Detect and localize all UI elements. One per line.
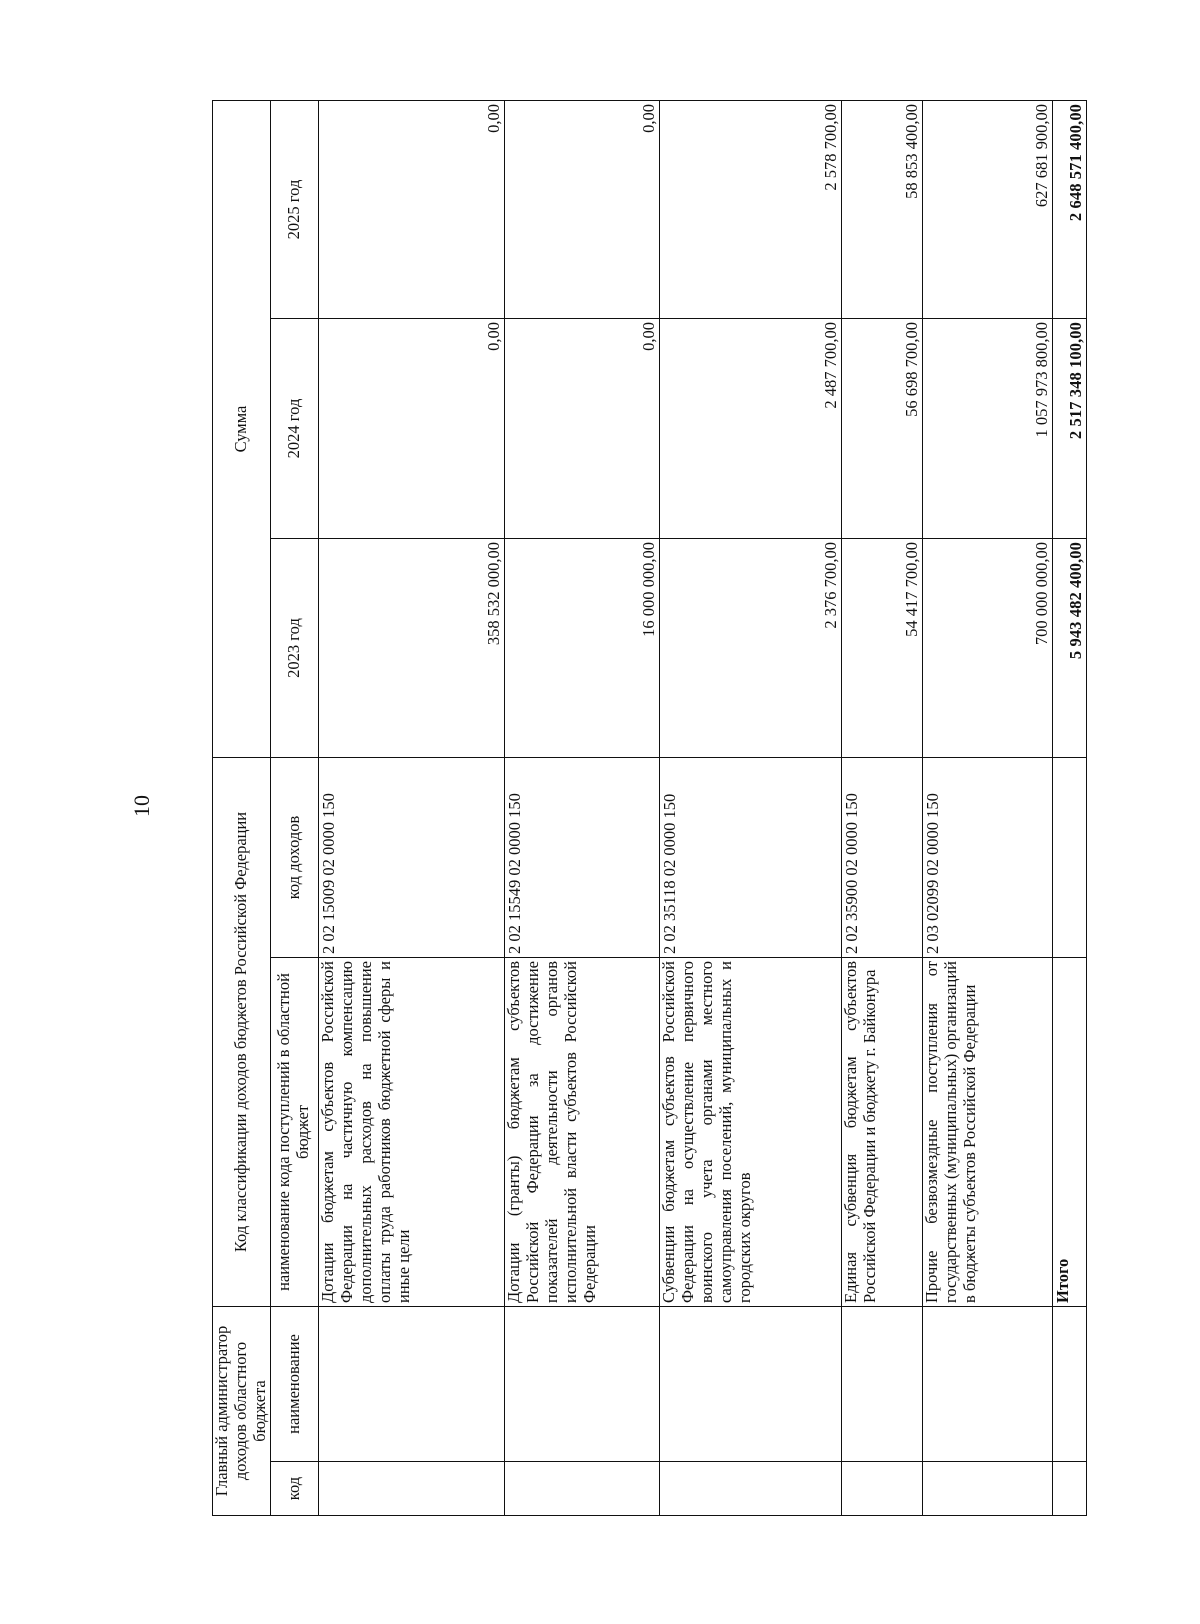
total-label: Итого — [1052, 958, 1086, 1307]
rotated-table-container — [212, 101, 1085, 1516]
cell-admin-code — [1052, 1462, 1086, 1516]
cell-2025: 627 681 900,00 — [922, 100, 1052, 318]
cell-income-code: 2 02 15009 02 0000 150 — [318, 757, 504, 957]
total-2025: 2 648 571 400,00 — [1052, 100, 1086, 318]
table-row — [318, 100, 504, 1515]
header-classification-group: Код классификации доходов бюджетов Российской Федерации — [213, 757, 271, 1306]
cell-income-code: 2 02 35900 02 0000 150 — [841, 757, 922, 957]
cell-income-code — [1052, 757, 1086, 957]
table-row — [922, 100, 1052, 1515]
cell-admin-code — [318, 1462, 504, 1516]
cell-2024: 0,00 — [504, 318, 659, 538]
cell-2023: 16 000 000,00 — [504, 538, 659, 757]
cell-admin-name — [841, 1307, 922, 1462]
cell-admin-name — [318, 1307, 504, 1462]
cell-income-name: Дотации (гранты) бюджетам субъектов Российской Федерации за достижение показателей деятельности органов исполнительной власти субъектов Российской Федерации — [504, 958, 659, 1307]
cell-income-name: Субвенции бюджетам субъектов Российской Федерации на осуществление первичного воинского учета органами местного самоуправления поселений, муниципальных и городских округов — [659, 958, 841, 1307]
cell-2023: 700 000 000,00 — [922, 538, 1052, 757]
header-admin-name: наименование — [270, 1307, 318, 1462]
cell-income-code: 2 02 15549 02 0000 150 — [504, 757, 659, 957]
cell-admin-name — [922, 1307, 1052, 1462]
cell-2023: 358 532 000,00 — [318, 538, 504, 757]
header-admin-code: код — [270, 1462, 318, 1516]
cell-2025: 0,00 — [318, 100, 504, 318]
cell-admin-code — [659, 1462, 841, 1516]
cell-2024: 56 698 700,00 — [841, 318, 922, 538]
income-classification-table — [212, 100, 1087, 1516]
header-income-code: код доходов — [270, 757, 318, 957]
cell-income-name: Прочие безвозмездные поступления от государственных (муниципальных) организаций в бюджеты субъектов Российской Федерации — [922, 958, 1052, 1307]
cell-2025: 58 853 400,00 — [841, 100, 922, 318]
header-sum-group: Сумма — [213, 100, 271, 757]
cell-admin-name — [1052, 1307, 1086, 1462]
table-row — [841, 100, 922, 1515]
cell-admin-name — [504, 1307, 659, 1462]
header-year-2023: 2023 год — [270, 538, 318, 757]
cell-income-code: 2 03 02099 02 0000 150 — [922, 757, 1052, 957]
cell-2023: 2 376 700,00 — [659, 538, 841, 757]
total-2024: 2 517 348 100,00 — [1052, 318, 1086, 538]
header-year-2025: 2025 год — [270, 100, 318, 318]
cell-2023: 54 417 700,00 — [841, 538, 922, 757]
header-year-2024: 2024 год — [270, 318, 318, 538]
cell-2024: 2 487 700,00 — [659, 318, 841, 538]
cell-admin-name — [659, 1307, 841, 1462]
header-income-name: наименование кода поступлений в областной бюджет — [270, 958, 318, 1307]
table-row — [504, 100, 659, 1515]
cell-admin-code — [922, 1462, 1052, 1516]
cell-2024: 1 057 973 800,00 — [922, 318, 1052, 538]
total-2023: 5 943 482 400,00 — [1052, 538, 1086, 757]
table-row — [659, 100, 841, 1515]
cell-2025: 2 578 700,00 — [659, 100, 841, 318]
cell-income-name: Единая субвенция бюджетам субъектов Российской Федерации и бюджету г. Байконура — [841, 958, 922, 1307]
cell-admin-code — [841, 1462, 922, 1516]
cell-income-name: Дотации бюджетам субъектов Российской Федерации на частичную компенсацию дополнительных расходов на повышение оплаты труда работников бюджетной сферы и иные цели — [318, 958, 504, 1307]
cell-income-code: 2 02 35118 02 0000 150 — [659, 757, 841, 957]
page-number: 10 — [129, 795, 154, 817]
cell-2025: 0,00 — [504, 100, 659, 318]
total-row — [1052, 100, 1086, 1515]
header-admin-group: Главный администратор доходов областного бюджета — [213, 1307, 271, 1516]
cell-admin-code — [504, 1462, 659, 1516]
cell-2024: 0,00 — [318, 318, 504, 538]
